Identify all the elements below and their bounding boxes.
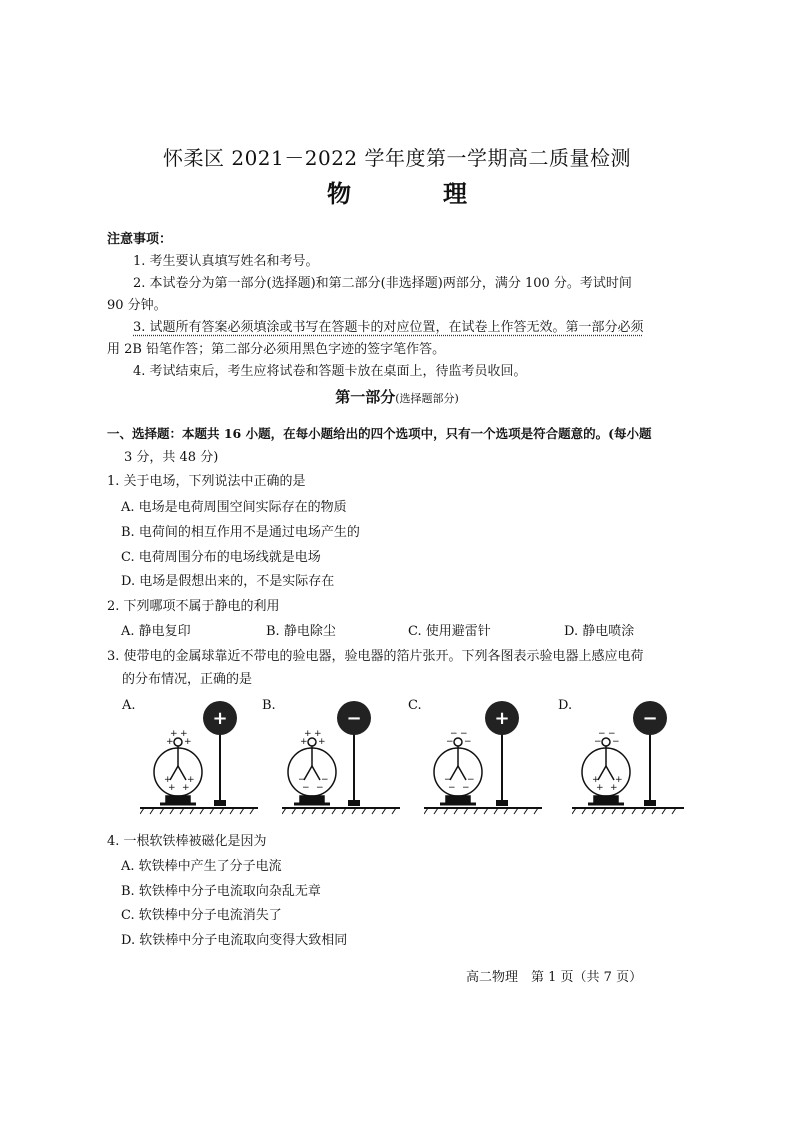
- svg-text:+: +: [592, 775, 600, 785]
- q3-figure-label-b: B.: [262, 698, 276, 713]
- q3-stem-line-1: 3. 使带电的金属球靠近不带电的验电器，验电器的箔片张开。下列各图表示验电器上感应电荷: [107, 649, 644, 664]
- svg-text:−: −: [598, 729, 606, 739]
- q3-figure-label-d: D.: [558, 698, 573, 713]
- ball-sign: +: [494, 708, 510, 729]
- instructions-line-2: 3 分，共 48 分): [124, 450, 219, 465]
- ground-hatch: [424, 808, 542, 814]
- ball-sign: −: [346, 708, 362, 729]
- svg-text:−: −: [444, 775, 452, 785]
- svg-text:−: −: [298, 775, 306, 785]
- q1-option-a: A. 电场是电荷周围空间实际存在的物质: [121, 500, 347, 515]
- q1-stem: 1. 关于电场，下列说法中正确的是: [107, 474, 306, 489]
- instructions-line-1: 一、选择题：本题共 16 小题，在每小题给出的四个选项中，只有一个选项是符合题意的。(每小题: [107, 426, 652, 441]
- q4-stem: 4. 一根软铁棒被磁化是因为: [107, 834, 267, 849]
- svg-text:+: +: [180, 729, 188, 739]
- svg-text:+: +: [187, 775, 195, 785]
- induced-charges: [592, 729, 623, 793]
- q2-option-c: C. 使用避雷针: [408, 624, 491, 639]
- q2-option-d: D. 静电喷涂: [564, 624, 635, 639]
- q3-figure-label-a: A.: [122, 698, 136, 713]
- notice-item-3: 3. 试题所有答案必须填涂或书写在答题卡的对应位置，在试卷上作答无效。第一部分必须: [133, 320, 644, 335]
- svg-text:+: +: [184, 737, 192, 747]
- q4-option-a: A. 软铁棒中产生了分子电流: [121, 859, 282, 874]
- svg-text:+: +: [596, 783, 604, 793]
- q3-figure-b: [282, 700, 402, 820]
- q4-option-d: D. 软铁棒中分子电流取向变得大致相同: [121, 933, 348, 948]
- electroscope: [582, 738, 630, 804]
- svg-text:−: −: [462, 783, 470, 793]
- svg-text:−: −: [448, 783, 456, 793]
- svg-text:−: −: [316, 783, 324, 793]
- electroscope: [288, 738, 336, 804]
- ball-sign: −: [642, 708, 658, 729]
- svg-text:+: +: [300, 737, 308, 747]
- svg-text:+: +: [615, 775, 623, 785]
- svg-text:+: +: [314, 729, 322, 739]
- q3-figure-label-c: C.: [408, 698, 422, 713]
- svg-text:−: −: [608, 729, 616, 739]
- ground-hatch: [282, 808, 400, 814]
- q3-figure-d: [572, 700, 692, 820]
- notice-item-4: 4. 考试结束后，考生应将试卷和答题卡放在桌面上，待监考员收回。: [133, 364, 527, 379]
- svg-text:+: +: [168, 783, 176, 793]
- notice-item-3-cont: 用 2B 铅笔作答；第二部分必须用黑色字迹的签字笔作答。: [107, 342, 446, 357]
- q3-figure-c: [424, 700, 544, 820]
- q3-figure-a: [140, 700, 260, 820]
- svg-text:+: +: [164, 775, 172, 785]
- notice-heading: 注意事项：: [107, 232, 173, 247]
- ground-hatch: [572, 808, 684, 814]
- svg-text:−: −: [612, 737, 620, 747]
- section-subtitle: (选择题部分): [395, 392, 459, 405]
- svg-text:−: −: [594, 737, 602, 747]
- svg-text:−: −: [321, 775, 329, 785]
- subject-title: 物 理: [327, 179, 501, 208]
- electroscope: [434, 738, 482, 804]
- svg-text:−: −: [450, 729, 458, 739]
- svg-text:−: −: [464, 737, 472, 747]
- svg-text:−: −: [302, 783, 310, 793]
- page-footer: 高二物理 第 1 页（共 7 页）: [466, 970, 643, 985]
- q1-option-d: D. 电场是假想出来的，不是实际存在: [121, 574, 335, 589]
- svg-text:+: +: [170, 729, 178, 739]
- notice-item-2: 2. 本试卷分为第一部分(选择题)和第二部分(非选择题)两部分，满分 100 分。考试时间: [133, 276, 632, 291]
- electroscope: [154, 738, 202, 804]
- exam-title: 怀柔区 2021－2022 学年度第一学期高二质量检测: [162, 146, 631, 170]
- q3-stem-line-2: 的分布情况，正确的是: [122, 672, 253, 687]
- induced-charges: [298, 729, 329, 793]
- section-heading: [0, 386, 794, 407]
- svg-text:+: +: [610, 783, 618, 793]
- svg-text:−: −: [460, 729, 468, 739]
- q2-option-a: A. 静电复印: [121, 624, 191, 639]
- induced-charges: [444, 729, 475, 793]
- induced-charges: [164, 729, 195, 793]
- svg-text:−: −: [467, 775, 475, 785]
- notice-item-2-cont: 90 分钟。: [107, 298, 167, 313]
- q4-option-b: B. 软铁棒中分子电流取向杂乱无章: [121, 884, 321, 899]
- q2-option-b: B. 静电除尘: [266, 624, 336, 639]
- ground-hatch: [140, 808, 258, 814]
- svg-text:+: +: [304, 729, 312, 739]
- svg-text:+: +: [318, 737, 326, 747]
- svg-text:+: +: [182, 783, 190, 793]
- q4-option-c: C. 软铁棒中分子电流消失了: [121, 908, 282, 923]
- q1-option-b: B. 电荷间的相互作用不是通过电场产生的: [121, 525, 360, 540]
- svg-text:−: −: [446, 737, 454, 747]
- q2-stem: 2. 下列哪项不属于静电的利用: [107, 599, 280, 614]
- section-title: 第一部分: [335, 388, 396, 406]
- notice-item-1: 1. 考生要认真填写姓名和考号。: [133, 254, 319, 269]
- svg-text:+: +: [166, 737, 174, 747]
- q1-option-c: C. 电荷周围分布的电场线就是电场: [121, 550, 321, 565]
- ball-sign: +: [212, 708, 228, 729]
